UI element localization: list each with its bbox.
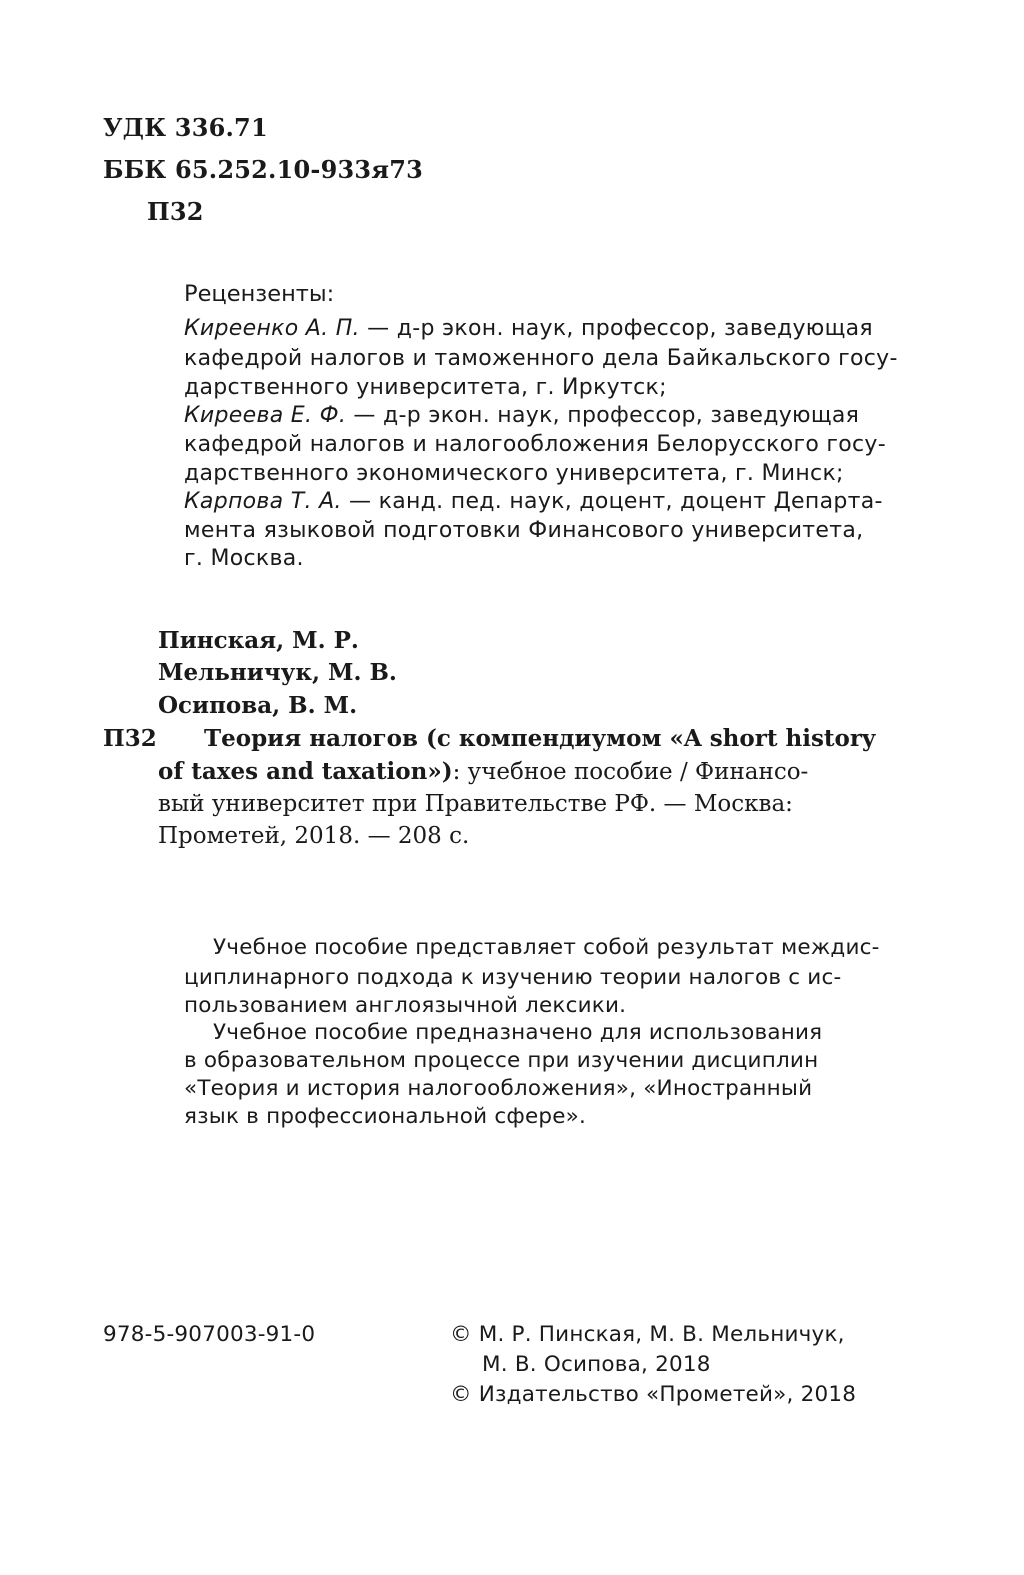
reviewer-3-line3: г. Москва. [184,546,304,571]
bib-line3: вый университет при Правительстве РФ. — Москва: [158,791,793,817]
reviewer-1-line1: Киреенко А. П. — д-р экон. наук, профессор, заведующая [184,316,873,341]
reviewer-2-line1: Киреева Е. Ф. — д-р экон. наук, профессор, заведующая [184,403,860,428]
reviewer-2-line3: дарственного экономического университета, г. Минск; [184,461,844,486]
annotation-p2-line1: Учебное пособие предназначено для использования [213,1020,823,1045]
reviewer-3-line2: мента языковой подготовки Финансового университета, [184,518,864,543]
author-3: Осипова, В. М. [158,692,358,719]
reviewer-1-line2: кафедрой налогов и таможенного дела Байкальского госу- [184,346,898,371]
annotation-p2-line2: в образовательном процессе при изучении дисциплин [184,1048,819,1073]
bib-line4: Прометей, 2018. — 208 с. [158,823,470,849]
copyright-publisher: © Издательство «Прометей», 2018 [450,1382,857,1407]
bbk-code: ББК 65.252.10-933я73 [103,155,423,184]
annotation-p1-line3: пользованием англоязычной лексики. [184,993,627,1018]
isbn: 978-5-907003-91-0 [103,1322,316,1347]
bib-title-line1: Теория налогов (с компендиумом «A short history [204,725,876,752]
reviewer-1-name: Киреенко А. П. [184,316,360,341]
reviewer-2-name: Киреева Е. Ф. [184,403,347,428]
annotation-p1-line2: циплинарного подхода к изучению теории налогов с ис- [184,965,842,990]
copyright-authors-line2: М. В. Осипова, 2018 [482,1352,711,1377]
author-2: Мельничук, М. В. [158,659,397,686]
reviewers-title: Рецензенты: [184,281,335,307]
annotation-p2-line4: язык в профессиональной сфере». [184,1104,587,1129]
reviewer-3-line1: Карпова Т. А. — канд. пед. наук, доцент, доцент Департа- [184,489,883,514]
copyright-authors-line1: © М. Р. Пинская, М. В. Мельничук, [450,1322,845,1347]
bib-title-line2: of taxes and taxation»): учебное пособие / Финансо- [158,758,809,785]
udk-code: УДК 336.71 [103,113,268,142]
reviewer-3-name: Карпова Т. А. [184,489,342,514]
reviewer-1-line3: дарственного университета, г. Иркутск; [184,375,667,400]
reviewer-2-line2: кафедрой налогов и налогообложения Белорусского госу- [184,432,886,457]
bib-mark: П32 [103,725,157,752]
annotation-p1-line1: Учебное пособие представляет собой результат междис- [213,935,880,960]
author-mark: П32 [147,197,204,226]
annotation-p2-line3: «Теория и история налогообложения», «Иностранный [184,1076,813,1101]
author-1: Пинская, М. Р. [158,627,359,654]
